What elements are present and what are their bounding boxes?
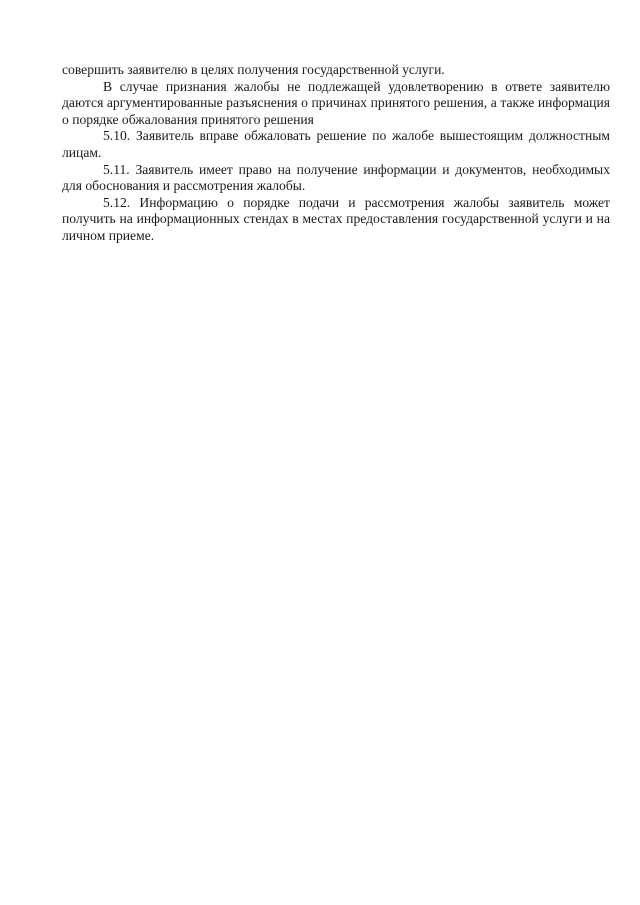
- paragraph-5-11: 5.11. Заявитель имеет право на получение информации и документов, необходимых для обоснования и рассмотрения жалобы.: [62, 161, 610, 194]
- paragraph-5-10: 5.10. Заявитель вправе обжаловать решение по жалобе вышестоящим должностным лицам.: [62, 128, 610, 160]
- document-body: [62, 62, 610, 245]
- paragraph-5-12: 5.12. Информацию о порядке подачи и рассмотрения жалобы заявитель может получить на информационных стендах в местах предоставления государственной услуги и на личном приеме.: [62, 194, 610, 243]
- paragraph-complaint-rejection: В случае признания жалобы не подлежащей удовлетворению в ответе заявителю даются аргументированные разъяснения о причинах принятого решения, а также информация о порядке обжалования принятого решения: [62, 78, 610, 127]
- paragraph-continuation: совершить заявителю в целях получения государственной услуги.: [62, 62, 445, 77]
